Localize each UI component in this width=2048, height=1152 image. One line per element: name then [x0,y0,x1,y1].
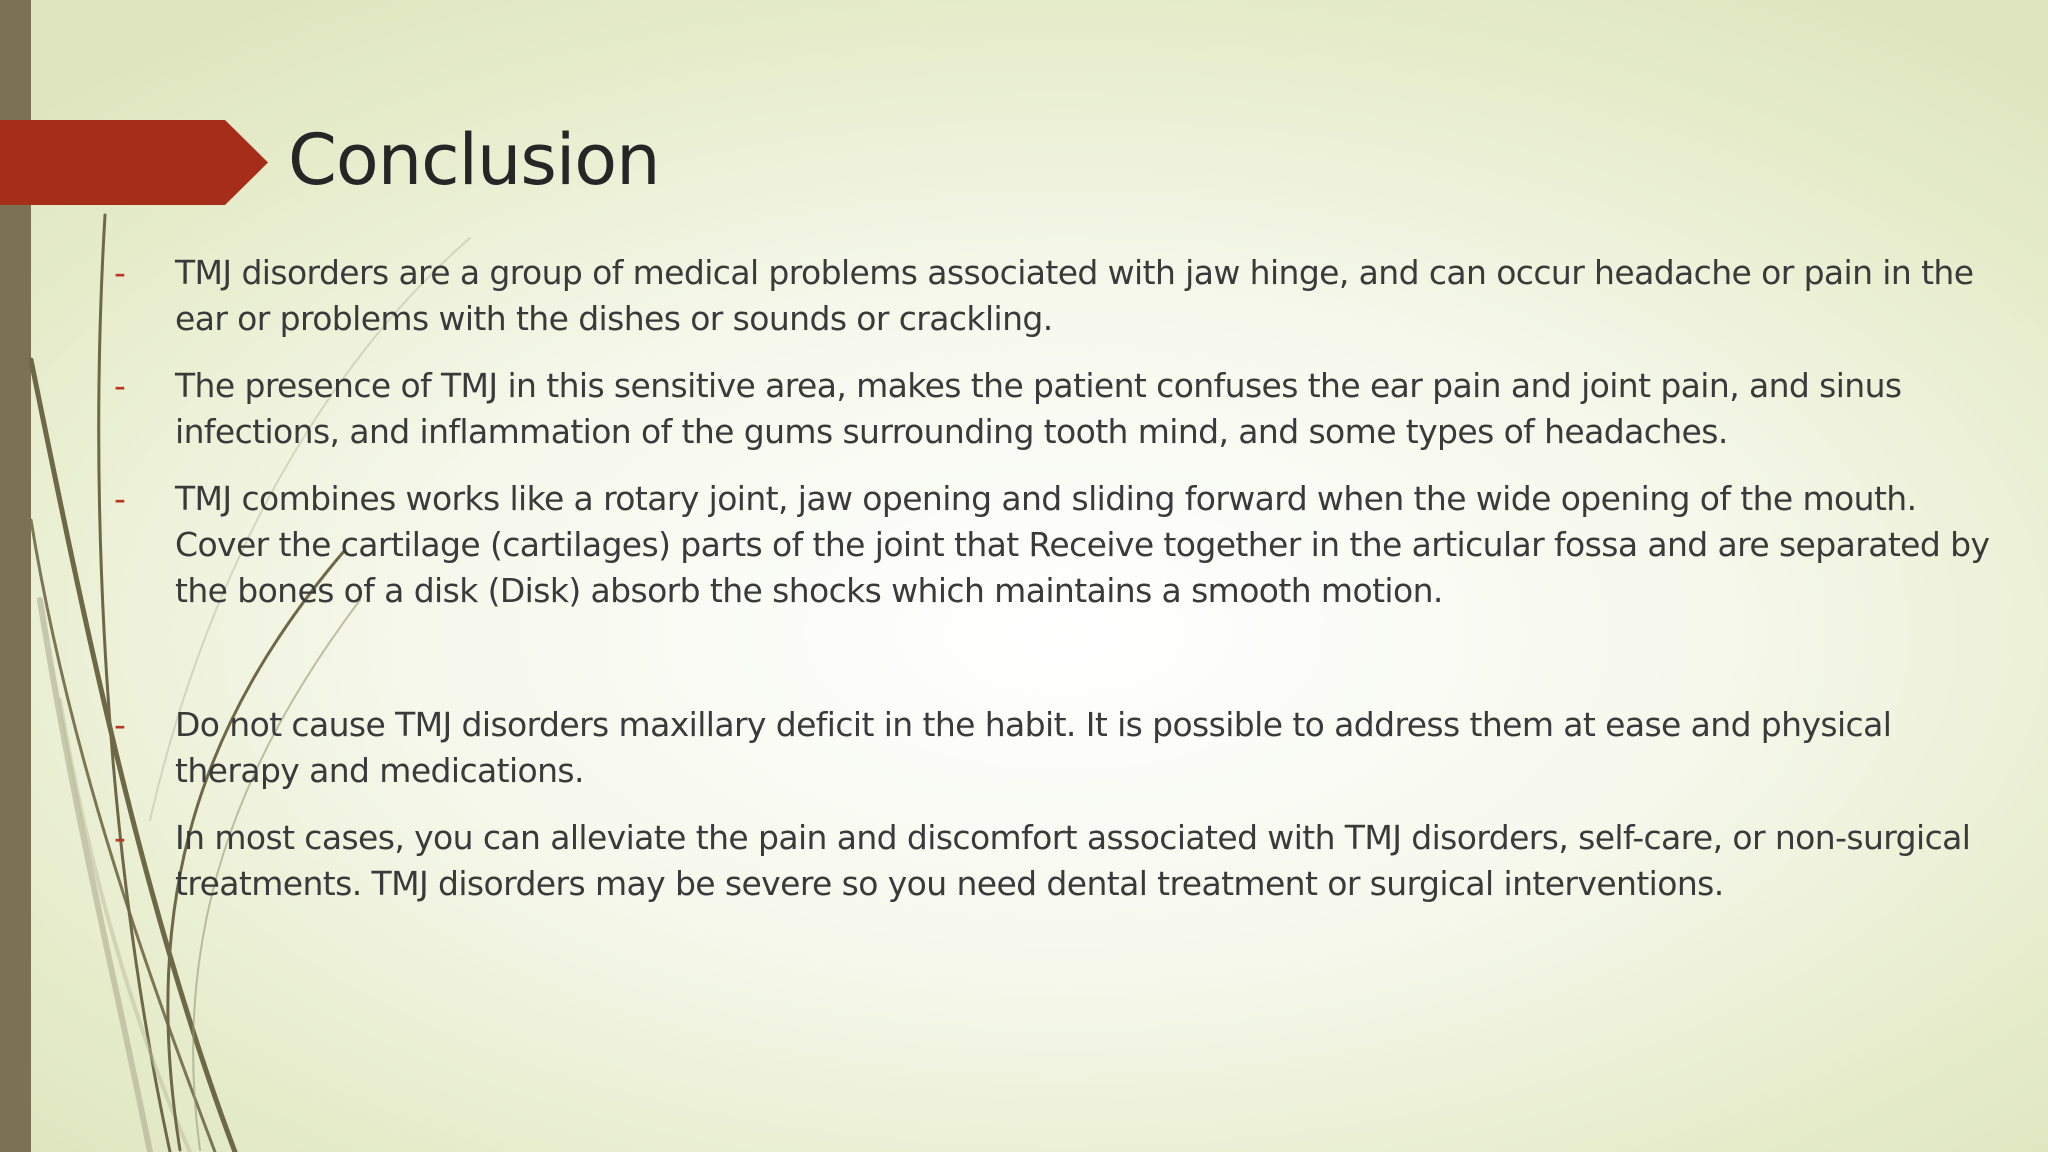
bullet-item-2 [114,363,2014,455]
bullet-text: TMJ combines works like a rotary joint, jaw opening and sliding forward when the wide opening of the mouth. Cover the cartilage (cartilages) parts of the joint that Receive together in the articular fossa and are separated by the bones of a disk (Disk) absorb the shocks which maintains a smooth motion. [175,479,1990,610]
bullet-text: In most cases, you can alleviate the pain and discomfort associated with TMJ disorders, self-care, or non-surgical treatments. TMJ disorders may be severe so you need dental treatment or surgical interventions. [175,818,1971,903]
bullet-item-3 [114,476,2014,614]
bullet-marker: - [114,366,126,405]
bullet-marker: - [114,705,126,744]
bullet-item-5 [114,815,2014,907]
bullet-marker: - [114,818,126,857]
bullet-text: The presence of TMJ in this sensitive area, makes the patient confuses the ear pain and joint pain, and sinus infections, and inflammation of the gums surrounding tooth mind, and some types of headaches. [175,366,1902,451]
bullet-text: Do not cause TMJ disorders maxillary deficit in the habit. It is possible to address them at ease and physical therapy and medications. [175,705,1892,790]
bullet-item-1 [114,250,2014,342]
bullet-marker: - [114,479,126,518]
title-arrow-shape [0,120,268,205]
bullet-marker: - [114,253,126,292]
bullet-list [114,250,2014,928]
bullet-text: TMJ disorders are a group of medical problems associated with jaw hinge, and can occur headache or pain in the ear or problems with the dishes or sounds or crackling. [175,253,1974,338]
slide-title: Conclusion [288,119,660,201]
bullet-item-4 [114,702,2014,794]
